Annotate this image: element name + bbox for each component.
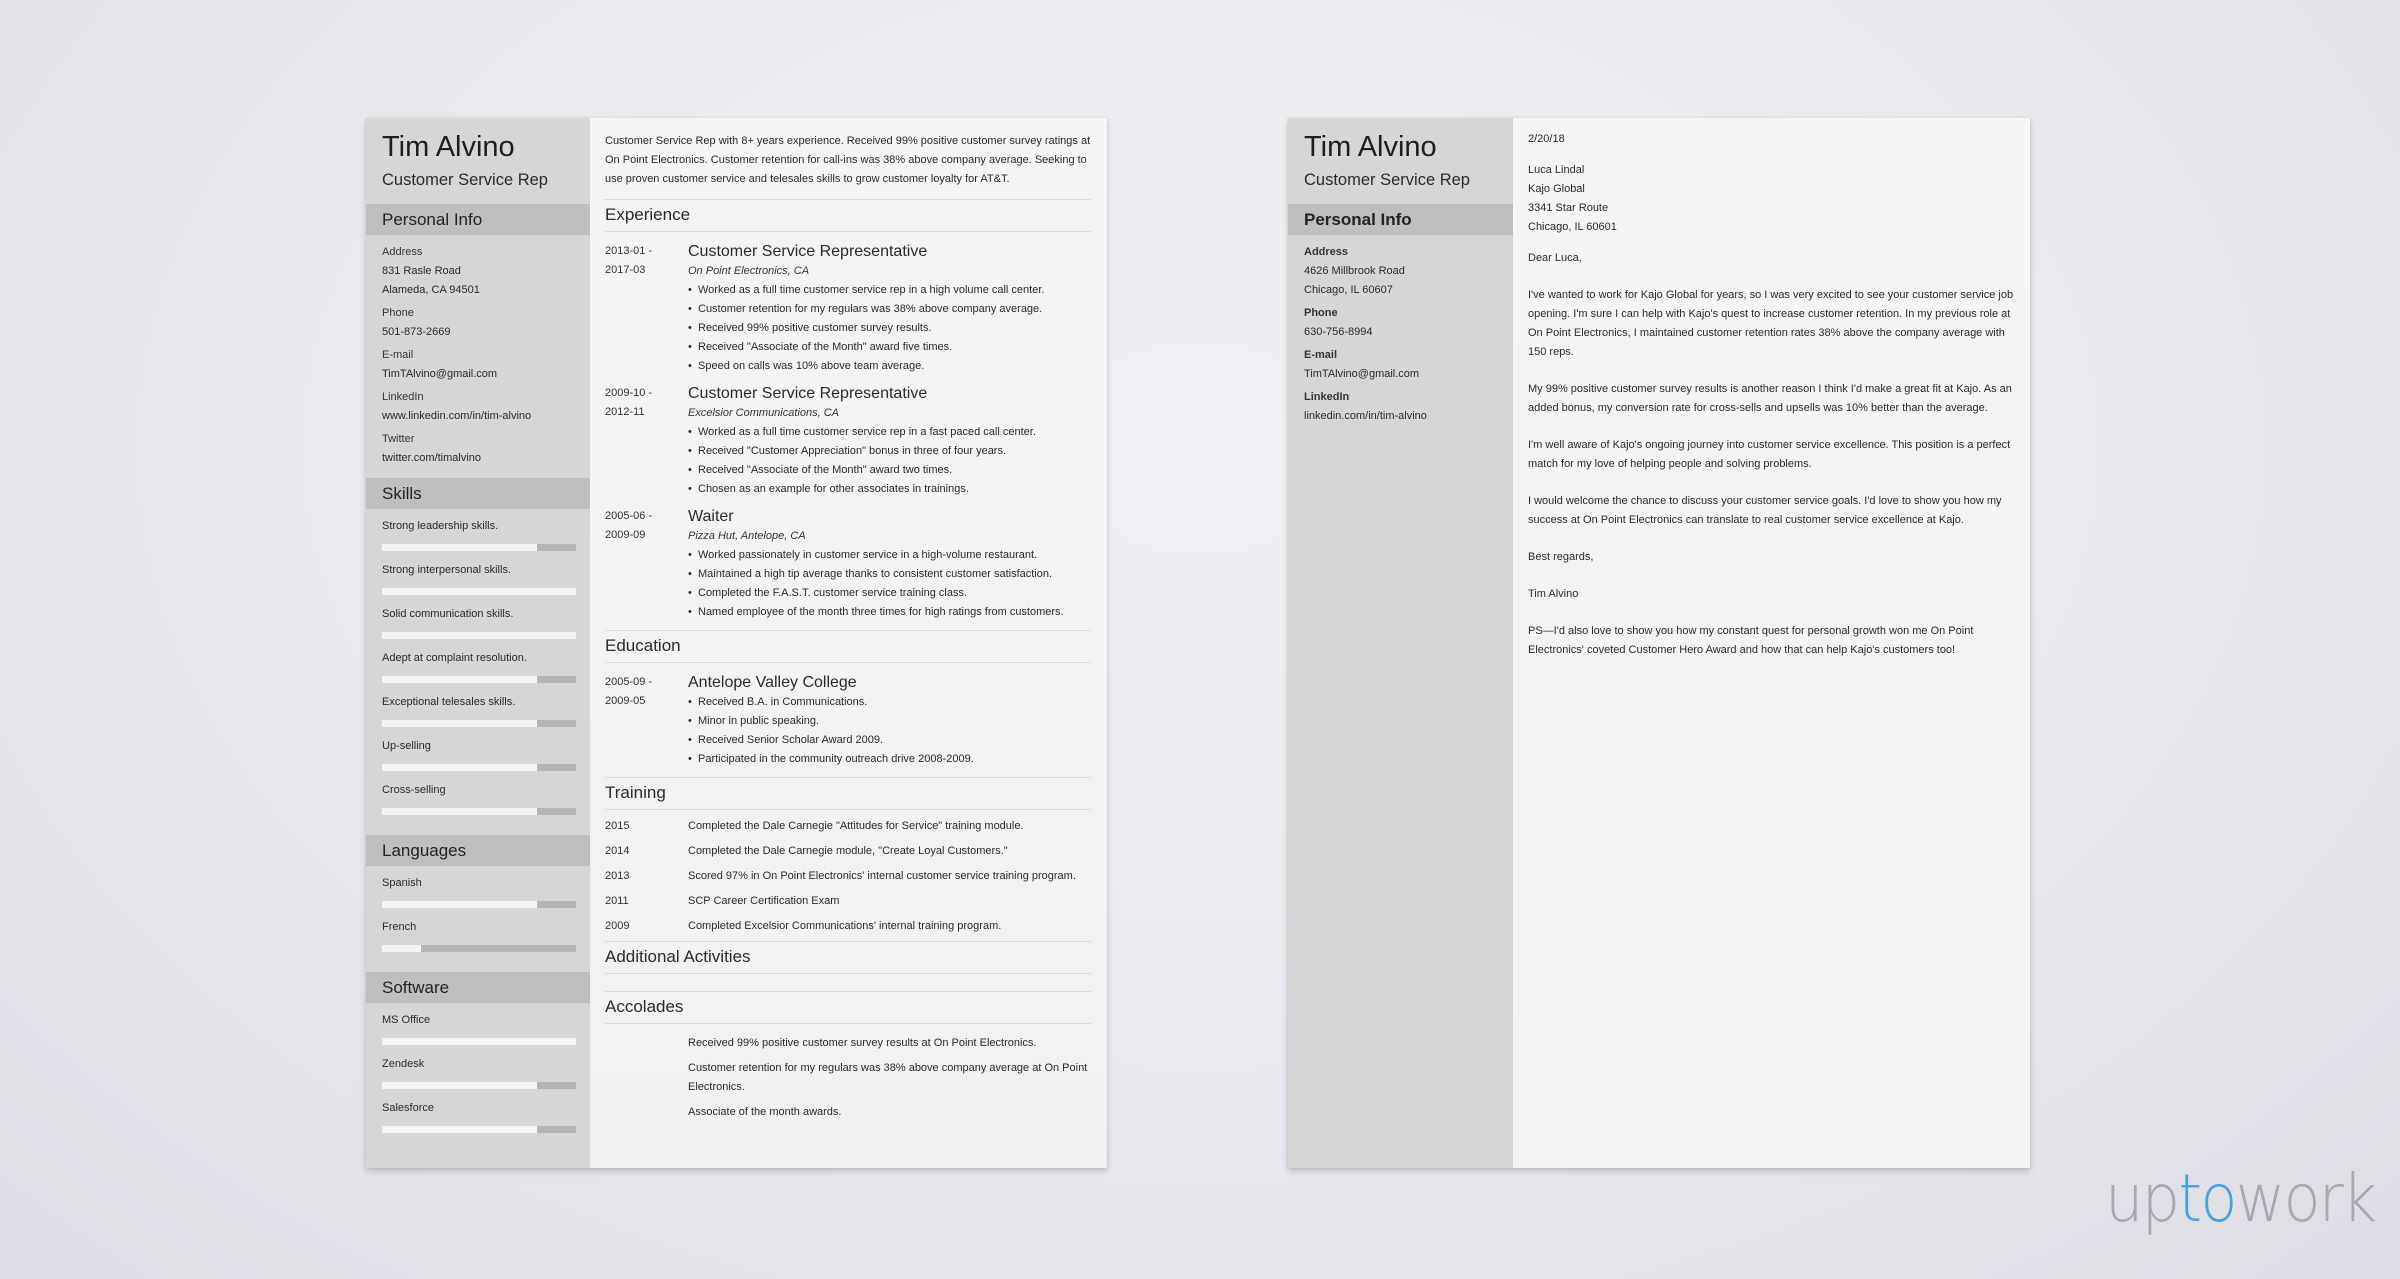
date-end: 2009-09: [605, 529, 646, 541]
software-list: [366, 1003, 590, 1153]
training-row: [605, 889, 1091, 914]
twitter-value[interactable]: twitter.com/timalvino: [382, 452, 482, 464]
letter-paragraph: I've wanted to work for Kajo Global for years, so I was very excited to see your customer service job opening. I'm sure I can help with Kajo's quest to increase customer retention. In my previous role at On Point Electronics, I maintained customer retention rates 38% above the company average with 150 reps.: [1528, 289, 2014, 358]
date-end: 2012-11: [605, 406, 645, 418]
level-bar-fill: [382, 632, 576, 639]
bar-label: Exceptional telesales skills.: [382, 696, 516, 708]
bullet-list: [688, 546, 1091, 622]
bar-label: Strong interpersonal skills.: [382, 564, 512, 576]
linkedin-value[interactable]: www.linkedin.com/in/tim-alvino: [382, 410, 532, 422]
level-bar: [382, 1126, 576, 1133]
recipient-address: [1528, 161, 2014, 237]
bullet-item: • Chosen as an example for other associates in trainings.: [688, 480, 1091, 499]
logo-prefix: up: [2105, 1160, 2179, 1237]
training-text: Completed the Dale Carnegie "Attitudes for Service" training module.: [688, 820, 1024, 832]
bar-label: MS Office: [382, 1014, 431, 1026]
training-row: [605, 839, 1091, 864]
education-list: [605, 663, 1091, 778]
bar-item: [382, 517, 574, 551]
bullet-item: • Received B.A. in Communications.: [688, 693, 1091, 712]
bullet-item: • Received Senior Scholar Award 2009.: [688, 731, 1091, 750]
resume-role: Customer Service Rep: [382, 171, 548, 189]
training-year: 2011: [605, 895, 629, 907]
level-bar: [382, 764, 576, 771]
bar-item: [382, 781, 574, 815]
level-bar-fill: [382, 1126, 537, 1133]
cover-email-label: E-mail: [1304, 349, 1338, 361]
bar-label: Salesforce: [382, 1102, 434, 1114]
languages-list: [366, 866, 590, 972]
level-bar-fill: [382, 764, 537, 771]
resume-name: Tim Alvino: [382, 131, 515, 163]
experience-list: [605, 232, 1091, 631]
letter-date: 2/20/18: [1528, 133, 1565, 145]
date-start: 2005-06 -: [605, 510, 653, 522]
skills-heading: Skills: [366, 478, 590, 509]
languages-heading: Languages: [366, 835, 590, 866]
level-bar: [382, 945, 576, 952]
training-text: Scored 97% in On Point Electronics' internal customer service training program.: [688, 870, 1076, 882]
bullet-item: • Completed the F.A.S.T. customer service training class.: [688, 584, 1091, 603]
letter-closing: Best regards,: [1528, 551, 1594, 563]
entry-org: Excelsior Communications, CA: [688, 407, 839, 419]
bullet-item: • Received "Associate of the Month" award two times.: [688, 461, 1091, 480]
level-bar-fill: [382, 544, 537, 551]
bullet-item: • Participated in the community outreach drive 2008-2009.: [688, 750, 1091, 769]
resume-page: [366, 118, 1107, 1168]
entry-date: [605, 507, 688, 622]
bar-label: Strong leadership skills.: [382, 520, 499, 532]
bar-label: French: [382, 921, 417, 933]
letter-body: [1513, 118, 2030, 1168]
cover-address-line-2: Chicago, IL 60607: [1304, 284, 1393, 296]
twitter-label: Twitter: [382, 433, 415, 445]
resume-header: [366, 118, 590, 204]
entry-date: [605, 673, 688, 769]
bullet-item: • Minor in public speaking.: [688, 712, 1091, 731]
entry: [605, 673, 1091, 769]
level-bar: [382, 901, 576, 908]
personal-info-heading: Personal Info: [366, 204, 590, 235]
bar-item: [382, 605, 574, 639]
phone-label: Phone: [382, 307, 414, 319]
cover-address-line-1: 4626 Millbrook Road: [1304, 265, 1405, 277]
training-year: 2009: [605, 920, 630, 932]
cover-role: Customer Service Rep: [1304, 171, 1470, 189]
bar-item: [382, 1055, 574, 1089]
entry: [605, 242, 1091, 376]
resume-sidebar: [366, 118, 590, 1168]
entry: [605, 507, 1091, 622]
email-value[interactable]: TimTAlvino@gmail.com: [382, 368, 498, 380]
linkedin-label: LinkedIn: [382, 391, 424, 403]
bar-item: [382, 918, 574, 952]
training-year: 2013: [605, 870, 630, 882]
letter-signature: Tim Alvino: [1528, 588, 1579, 600]
bullet-list: [688, 693, 1091, 769]
level-bar: [382, 808, 576, 815]
resume-summary: Customer Service Rep with 8+ years experience. Received 99% positive customer survey ratings at On Point Electronics. Customer retention for call-ins was 38% above company average. Seeking to use proven customer service and telesales skills to grow customer loyalty for AT&T.: [605, 132, 1091, 200]
bar-item: [382, 1011, 574, 1045]
uptowork-logo: [2105, 1160, 2375, 1237]
cover-linkedin-value[interactable]: linkedin.com/in/tim-alvino: [1304, 410, 1427, 422]
entry-body: [688, 384, 1091, 499]
additional-activities-heading: Additional Activities: [605, 942, 1091, 974]
entry-date: [605, 384, 688, 499]
level-bar: [382, 720, 576, 727]
phone-value: 501-873-2669: [382, 326, 451, 338]
training-row: [605, 864, 1091, 889]
bullet-item: • Received 99% positive customer survey results.: [688, 319, 1091, 338]
level-bar-fill: [382, 720, 537, 727]
bar-label: Up-selling: [382, 740, 431, 752]
bar-item: [382, 737, 574, 771]
entry-title: Waiter: [688, 508, 734, 525]
accolades-list: [605, 1024, 1091, 1136]
bullet-item: • Speed on calls was 10% above team average.: [688, 357, 1091, 376]
bullet-list: [688, 281, 1091, 376]
entry-title: Antelope Valley College: [688, 674, 857, 691]
training-text: SCP Career Certification Exam: [688, 895, 840, 907]
bar-label: Zendesk: [382, 1058, 425, 1070]
address-line-2: Alameda, CA 94501: [382, 284, 480, 296]
training-text: Completed the Dale Carnegie module, "Create Loyal Customers.": [688, 845, 1008, 857]
cover-letter-page: [1288, 118, 2030, 1168]
level-bar-fill: [382, 676, 537, 683]
bar-label: Cross-selling: [382, 784, 446, 796]
level-bar-fill: [382, 1038, 576, 1045]
level-bar-fill: [382, 1082, 537, 1089]
skills-list: [366, 509, 590, 835]
letter-paragraph: I would welcome the chance to discuss your customer service goals. I'd love to show you how my success at On Point Electronics can translate to real customer service excellence at Kajo.: [1528, 495, 2002, 526]
level-bar: [382, 588, 576, 595]
level-bar: [382, 1038, 576, 1045]
accolade-item: Associate of the month awards.: [688, 1106, 842, 1118]
training-row: [605, 814, 1091, 839]
training-text: Completed Excelsior Communications' internal training program.: [688, 920, 1002, 932]
address-line-1: 831 Rasle Road: [382, 265, 461, 277]
cover-phone-label: Phone: [1304, 307, 1338, 319]
experience-heading: Experience: [605, 200, 1091, 232]
date-end: 2009-05: [605, 695, 646, 707]
entry-body: [688, 673, 1091, 769]
address-label: Address: [382, 246, 423, 258]
cover-email-value[interactable]: TimTAlvino@gmail.com: [1304, 368, 1420, 380]
training-year: 2015: [605, 820, 630, 832]
bullet-item: • Received "Associate of the Month" award five times.: [688, 338, 1091, 357]
level-bar: [382, 1082, 576, 1089]
bar-item: [382, 561, 574, 595]
cover-phone-value: 630-756-8994: [1304, 326, 1373, 338]
bar-item: [382, 874, 574, 908]
bullet-item: • Received "Customer Appreciation" bonus in three of four years.: [688, 442, 1091, 461]
accolade-item: Received 99% positive customer survey results at On Point Electronics.: [688, 1037, 1037, 1049]
personal-info-list: [366, 235, 590, 478]
date-start: 2009-10 -: [605, 387, 653, 399]
bullet-item: • Worked passionately in customer service in a high-volume restaurant.: [688, 546, 1091, 565]
bar-item: [382, 693, 574, 727]
email-label: E-mail: [382, 349, 414, 361]
entry: [605, 384, 1091, 499]
bullet-item: • Maintained a high tip average thanks to consistent customer satisfaction.: [688, 565, 1091, 584]
training-list: [605, 810, 1091, 942]
additional-activities-list: [605, 974, 1091, 992]
software-heading: Software: [366, 972, 590, 1003]
logo-suffix: work: [2235, 1160, 2376, 1237]
entry-title: Customer Service Representative: [688, 243, 928, 260]
letter-greeting: Dear Luca,: [1528, 252, 1582, 264]
entry-body: [688, 242, 1091, 376]
date-end: 2017-03: [605, 264, 646, 276]
cover-linkedin-label: LinkedIn: [1304, 391, 1350, 403]
training-heading: Training: [605, 778, 1091, 810]
training-row: [605, 914, 1091, 939]
bar-item: [382, 1099, 574, 1133]
bar-label: Spanish: [382, 877, 422, 889]
bullet-item: • Worked as a full time customer service rep in a high volume call center.: [688, 281, 1091, 300]
training-year: 2014: [605, 845, 630, 857]
letter-paragraph: My 99% positive customer survey results is another reason I think I'd make a great fit at Kajo. As an added bonus, my conversion rate for cross-sells and upsells was 10% better than the average.: [1528, 383, 2012, 414]
bullet-item: • Worked as a full time customer service rep in a fast paced call center.: [688, 423, 1091, 442]
level-bar-fill: [382, 901, 537, 908]
letter-paragraph: I'm well aware of Kajo's ongoing journey into customer service excellence. This position is a perfect match for my love of helping people and solving problems.: [1528, 439, 2011, 470]
level-bar-fill: [382, 808, 537, 815]
cover-personal-info-list: [1288, 235, 1513, 436]
recipient-name: Luca Lindal: [1528, 164, 1585, 176]
accolades-heading: Accolades: [605, 992, 1091, 1024]
level-bar: [382, 544, 576, 551]
recipient-city: Chicago, IL 60601: [1528, 221, 1617, 233]
letter-ps: PS—I'd also love to show you how my constant quest for personal growth won me On Point Electronics' coveted Customer Hero Award and how that can help Kajo's customers too!: [1528, 625, 1974, 656]
bullet-item: • Customer retention for my regulars was 38% above company average.: [688, 300, 1091, 319]
cover-address-label: Address: [1304, 246, 1349, 258]
accolade-item: Customer retention for my regulars was 38% above company average at On Point Electronics.: [688, 1062, 1088, 1093]
entry-org: Pizza Hut, Antelope, CA: [688, 530, 806, 542]
education-heading: Education: [605, 631, 1091, 663]
level-bar: [382, 676, 576, 683]
bar-label: Adept at complaint resolution.: [382, 652, 527, 664]
date-start: 2013-01 -: [605, 245, 653, 257]
cover-sidebar: [1288, 118, 1513, 1168]
bullet-list: [688, 423, 1091, 499]
logo-accent: to: [2178, 1160, 2236, 1237]
bar-label: Solid communication skills.: [382, 608, 514, 620]
entry-title: Customer Service Representative: [688, 385, 928, 402]
cover-header: [1288, 118, 1513, 204]
entry-org: On Point Electronics, CA: [688, 265, 810, 277]
resume-main: [590, 118, 1107, 1168]
cover-name: Tim Alvino: [1304, 131, 1437, 163]
bar-item: [382, 649, 574, 683]
level-bar-fill: [382, 588, 576, 595]
date-start: 2005-09 -: [605, 676, 653, 688]
bullet-item: • Named employee of the month three times for high ratings from customers.: [688, 603, 1091, 622]
level-bar-fill: [382, 945, 421, 952]
cover-personal-info-heading: Personal Info: [1288, 204, 1513, 235]
level-bar: [382, 632, 576, 639]
recipient-street: 3341 Star Route: [1528, 202, 1609, 214]
recipient-company: Kajo Global: [1528, 183, 1585, 195]
entry-body: [688, 507, 1091, 622]
entry-date: [605, 242, 688, 376]
